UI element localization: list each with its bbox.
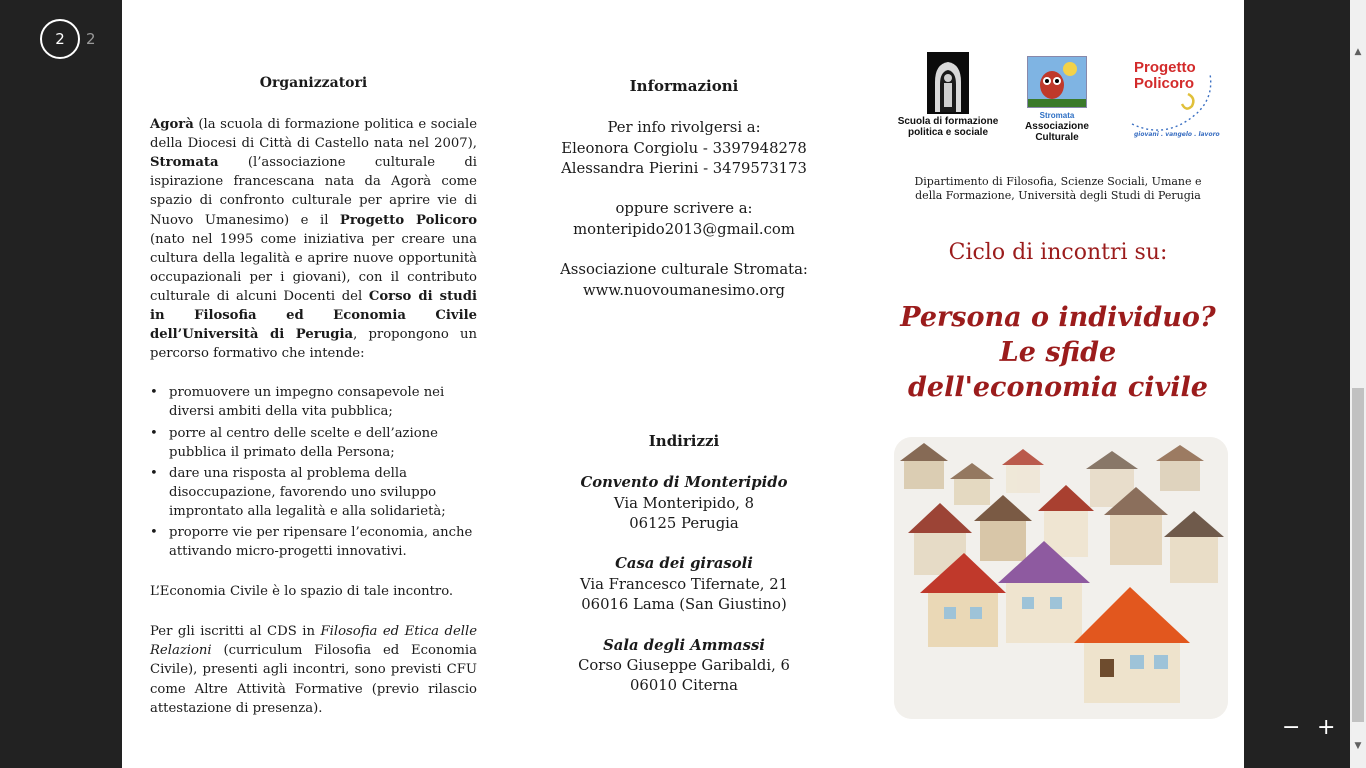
bold-text: Stromata: [150, 155, 219, 171]
organizzatori-intro-paragraph: [150, 115, 477, 363]
cover-title: [890, 300, 1226, 405]
viewer-left-panel: [0, 0, 122, 768]
address-street: Via Monteripido, 8: [613, 494, 755, 512]
address-ammassi: [530, 636, 838, 697]
title-line3: dell'economia civile: [908, 372, 1208, 403]
address-monteripido: [530, 473, 838, 534]
assoc-line1: Associazione: [1025, 121, 1089, 132]
agora-logo: [890, 52, 1006, 138]
text-run: Per gli iscritti al CDS in: [150, 624, 321, 640]
houses-photo: [894, 437, 1228, 719]
organizzatori-heading: Organizzatori: [259, 75, 368, 91]
assoc-line2: Culturale: [1035, 132, 1079, 143]
goal-item: • dare una risposta al problema della disoccupazione, favorendo uno sviluppo improntato alla legalità e alla solidarietà;: [150, 464, 477, 521]
email-address: monteripido2013@gmail.com: [573, 220, 795, 238]
department-caption: [902, 175, 1214, 203]
zoom-in-button[interactable]: +: [1317, 715, 1336, 740]
scuola-line1: Scuola di formazione: [897, 116, 999, 127]
goal-item: • porre al centro delle scelte e dell’azione pubblica il primato della Persona;: [150, 424, 477, 462]
informazioni-column: [530, 76, 838, 697]
write-label: oppure scrivere a:: [615, 200, 753, 218]
policoro-tagline: giovani . vangelo . lavoro: [1134, 131, 1220, 138]
address-name: Sala degli Ammassi: [603, 636, 765, 654]
address-city: 06016 Lama (San Giustino): [581, 596, 787, 614]
policoro-logo: [1126, 54, 1222, 140]
goal-item: • proporre vie per ripensare l’economia, anche attivando micro-progetti innovativi.: [150, 523, 477, 561]
bold-text: Agorà: [150, 117, 194, 133]
text-run: , propongono un percorso formativo che intende:: [150, 327, 477, 362]
address-city: 06010 Citerna: [630, 677, 738, 695]
goal-item: • promuovere un impegno consapevole nei diversi ambiti della vita pubblica;: [150, 383, 477, 421]
address-name: Casa dei girasoli: [615, 555, 753, 573]
scuola-line2: politica e sociale: [907, 127, 989, 138]
scroll-up-arrow-icon[interactable]: ▲: [1354, 47, 1362, 57]
text-run: (la scuola di formazione politica e sociale della Diocesi di Città di Castello nata nel 2007),: [150, 117, 477, 152]
ciclo-subtitle: Ciclo di incontri su:: [948, 240, 1168, 265]
scroll-thumb[interactable]: [1352, 388, 1364, 722]
total-pages-label: 2: [86, 30, 96, 48]
viewer-right-panel: [1244, 0, 1350, 768]
policoro-swirl-icon: [1126, 54, 1222, 140]
scroll-down-arrow-icon[interactable]: ▼: [1354, 741, 1362, 751]
address-name: Convento di Monteripido: [580, 474, 788, 492]
text-run: (curriculum Filosofia ed Economia Civile), presenti agli incontri, sono previsti CFU come Altre Attività Formative (previo rilascio attestazione di presenza).: [150, 643, 477, 716]
cfu-paragraph: [150, 622, 477, 717]
contact-alessandra: Alessandra Pierini - 3479573173: [561, 159, 807, 177]
assoc-label: Associazione culturale Stromata:: [560, 261, 808, 279]
vertical-scrollbar[interactable]: [1350, 0, 1366, 768]
organizzatori-column: [150, 74, 477, 718]
agora-emblem-icon: [927, 52, 969, 114]
dept-line1: Dipartimento di Filosofia, Scienze Sociali, Umane e: [914, 175, 1202, 188]
title-line2: Le sfide: [999, 337, 1117, 368]
current-page-indicator[interactable]: 2: [40, 19, 80, 59]
address-street: Via Francesco Tifernate, 21: [579, 575, 789, 593]
text-run: (nato nel 1995 come iniziativa per creare una cultura della legalità e aprire nuove opportunità occupazionali per i giovani), con il contributo culturale di alcuni Docenti del: [150, 231, 477, 304]
bold-text: Corso di studi in Filosofia ed Economia Civile dell’Università di Perugia: [150, 288, 477, 343]
address-city: 06125 Perugia: [629, 514, 739, 532]
text-run: (l’associazione culturale di ispirazione francescana nata da Agorà come spazio di confronto culturale per aprire vie di Nuovo Umanesimo) e il: [150, 155, 477, 228]
goals-list: [150, 383, 477, 561]
dept-line2: della Formazione, Università degli Studi di Perugia: [915, 189, 1201, 202]
policoro-line1: Progetto: [1134, 59, 1196, 76]
title-line1: Persona o individuo?: [900, 302, 1216, 333]
bold-text: Progetto Policoro: [339, 212, 477, 228]
stromata-small-label: Stromata: [1039, 111, 1075, 120]
document-page: [122, 0, 1244, 768]
address-girasoli: [530, 554, 838, 615]
policoro-line2: Policoro: [1134, 75, 1195, 92]
stromata-owl-icon: [1027, 56, 1087, 108]
zoom-out-button[interactable]: −: [1282, 715, 1301, 740]
indirizzi-heading: Indirizzi: [648, 431, 720, 450]
informazioni-heading: Informazioni: [629, 77, 739, 95]
contact-eleonora: Eleonora Corgiolu - 3397948278: [561, 139, 807, 157]
stromata-logo: [1014, 56, 1100, 143]
address-street: Corso Giuseppe Garibaldi, 6: [578, 656, 790, 674]
italic-text: Filosofia ed Etica delle Relazioni: [150, 624, 478, 659]
logos-row: [890, 52, 1226, 144]
economia-civile-paragraph: L’Economia Civile è lo spazio di tale incontro.: [150, 584, 454, 600]
website-address: www.nuovoumanesimo.org: [582, 281, 785, 299]
info-intro: Per info rivolgersi a:: [607, 119, 761, 137]
